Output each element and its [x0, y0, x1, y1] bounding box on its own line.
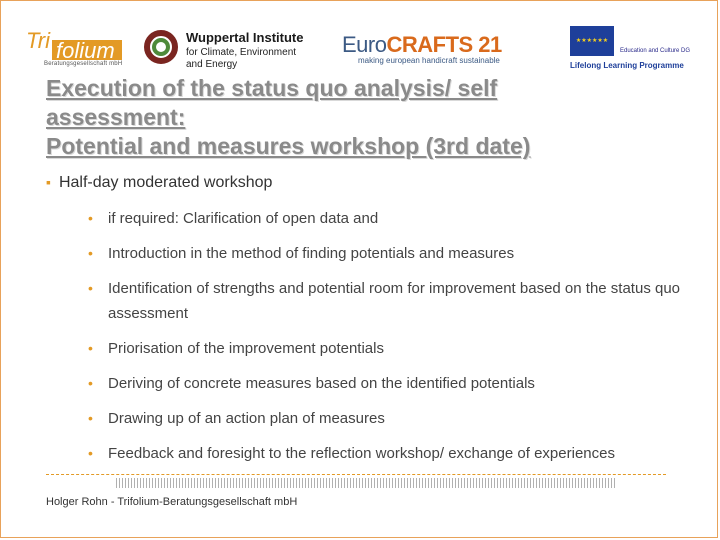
list-item — [88, 441, 688, 466]
list-item-text: Priorisation of the improvement potentials — [108, 340, 384, 357]
list-item — [88, 276, 688, 326]
sub-bullet-list — [88, 206, 688, 476]
eurocrafts-euro: Euro — [342, 32, 387, 57]
square-bullet-icon: ▪ — [46, 174, 51, 190]
bullet-dot-icon: • — [88, 445, 93, 461]
list-item-text: Feedback and foresight to the reflection workshop/ exchange of experiences — [108, 445, 615, 462]
slide-title — [46, 74, 686, 161]
eurocrafts-logo — [342, 32, 552, 68]
eurocrafts-tagline: making european handicraft sustainable — [358, 56, 500, 65]
list-item-text: Drawing up of an action plan of measures — [108, 410, 385, 427]
ec-logo-sub: Education and Culture DG — [620, 48, 691, 54]
main-bullet — [46, 174, 272, 192]
wuppertal-logo — [144, 28, 334, 72]
wuppertal-line2: and Energy — [186, 59, 238, 70]
list-item-text: if required: Clarification of open data and — [108, 210, 379, 227]
footer-author: Holger Rohn - Trifolium-Beratungsgesellschaft mbH — [46, 496, 298, 508]
trifolium-logo-folium: folium — [56, 38, 115, 63]
list-item — [88, 371, 688, 396]
list-item — [88, 241, 688, 266]
eu-stars-icon: ★★★★★★ — [575, 38, 609, 44]
bullet-dot-icon: • — [88, 340, 93, 356]
list-item-text: Deriving of concrete measures based on the identified potentials — [108, 375, 535, 392]
trifolium-logo — [26, 28, 126, 68]
title-line-3: Potential and measures workshop (3rd date) — [46, 133, 531, 159]
list-item — [88, 406, 688, 431]
wuppertal-inner-ring-icon — [152, 38, 170, 56]
footer-divider — [46, 474, 666, 475]
trifolium-logo-tri: Tri — [26, 28, 51, 53]
list-item-text: Identification of strengths and potential room for improvement based on the status quo assessment — [108, 280, 681, 322]
title-line-2: assessment: — [46, 104, 186, 130]
eurocrafts-crafts: CRAFTS 21 — [386, 32, 502, 57]
llp-logo-text: Lifelong Learning Programme — [570, 61, 684, 70]
footer-decoration — [116, 478, 616, 488]
wuppertal-line1: for Climate, Environment — [186, 47, 297, 58]
wuppertal-title: Wuppertal Institute — [186, 30, 304, 45]
list-item-text: Introduction in the method of finding potentials and measures — [108, 245, 515, 262]
title-line-1: Execution of the status quo analysis/ self — [46, 75, 498, 101]
list-item — [88, 336, 688, 361]
bullet-dot-icon: • — [88, 375, 93, 391]
bullet-dot-icon: • — [88, 245, 93, 261]
bullet-dot-icon: • — [88, 210, 93, 226]
eu-flag-icon — [570, 26, 614, 56]
main-bullet-text: Half-day moderated workshop — [58, 174, 273, 191]
bullet-dot-icon: • — [88, 280, 93, 296]
list-item — [88, 206, 688, 231]
trifolium-logo-sub: Beratungsgesellschaft mbH — [44, 61, 123, 67]
bullet-dot-icon: • — [88, 410, 93, 426]
ec-logo — [620, 28, 690, 56]
